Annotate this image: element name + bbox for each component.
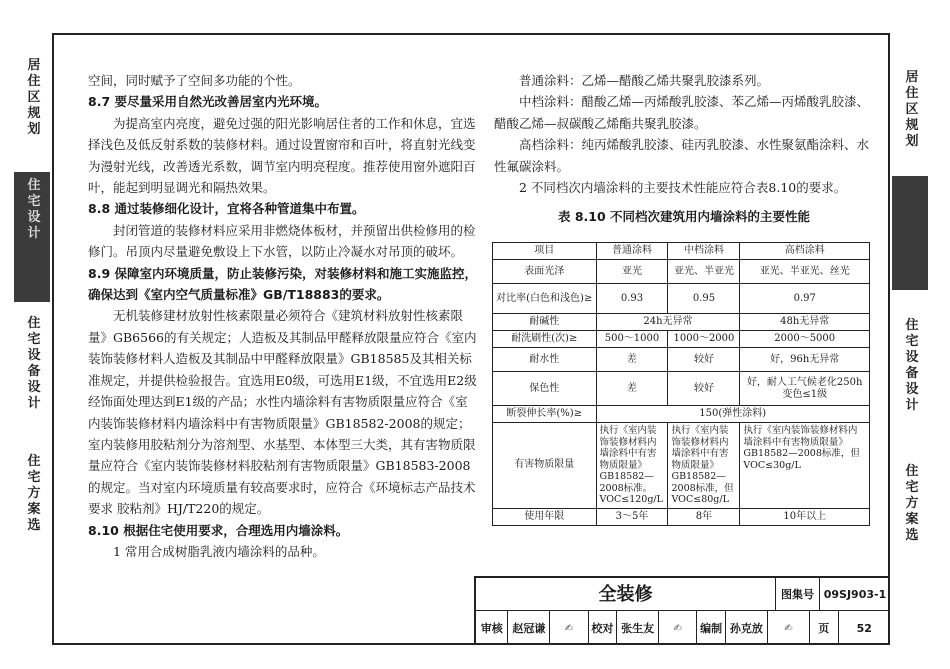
cell: 0.93 — [596, 284, 668, 314]
paragraph-high-coating: 高档涂料：纯丙烯酸乳胶漆、硅丙乳胶漆、水性聚氨酯涂料、水性氟碳涂料。 — [494, 137, 870, 174]
atlas-number: 09SJ903-1 — [820, 578, 890, 611]
cell: 1000～2000 — [668, 331, 740, 348]
table-row — [493, 260, 870, 284]
section-heading-8-9: 8.9 保障室内环境质量，防止装修污染，对装修材料和施工实施监控，确保达到《室内空气质量标准》GB/T18883的要求。 — [88, 265, 477, 303]
row-label: 断裂伸长率(%)≥ — [493, 406, 597, 423]
paragraph: 封闭管道的装修材料应采用非燃烧体板材，并预留出供检修用的检修门。吊顶内尽量避免敷设上下水管，以防止冷凝水对吊顶的破坏。 — [88, 222, 476, 260]
table-row — [493, 314, 870, 331]
side-tab-equipment-design: 住宅设备设计 — [27, 316, 41, 411]
cell: 3～5年 — [596, 508, 668, 525]
atlas-number-label: 图集号 — [776, 578, 820, 611]
header-cell: 普通涂料 — [596, 243, 668, 260]
side-tab-residential-design: 住宅设计 — [27, 178, 41, 241]
designer-signature: ✍ — [768, 611, 810, 645]
review-label: 审核 — [476, 611, 508, 645]
paragraph: 无机装修建材放射性核素限量必须符合《建筑材料放射性核素限量》GB6566的有关规定；人造板及其制品甲醛释放限量应符合《室内装饰装修材料人造板及其制品中甲醛释放限量》GB18585及其相关标准规定，并提供检验报告。宜选用E0级，可选用E1级，不宜选用E2级经饰面处理达到E1级的产品；水性内墙涂料有害物质限量应符合《室内装饰装修材料内墙涂料中有害物质限量》GB18582-2008的规定；室内装修用胶粘剂分为溶剂型、水基型、本体型三大类，其有害物质限量应符合《室内装饰装修材料胶粘剂有害物质限量》GB18583-2008的规定。当对室内环境质量有较高要求时，应符合《环境标志产品技术要求 胶粘剂》HJ/T220的规定。 — [88, 308, 477, 517]
paragraph-requirement: 2 不同档次内墙涂料的主要技术性能应符合表8.10的要求。 — [519, 180, 847, 196]
header-cell: 中档涂料 — [668, 243, 740, 260]
checker-signature: ✍ — [659, 611, 697, 645]
paragraph-ordinary-coating: 普通涂料：乙烯—醋酸乙烯共聚乳胶漆系列。 — [519, 73, 770, 88]
side-tab-right-planning: 居住区规划 — [905, 70, 919, 149]
cell: 24h无异常 — [596, 314, 740, 331]
right-column-text — [494, 70, 874, 228]
cell: 2000～5000 — [740, 331, 870, 348]
table-row — [493, 423, 870, 509]
cell: 8年 — [668, 508, 740, 525]
left-column-text — [88, 70, 478, 562]
cell: 亚光、半亚光、丝光 — [740, 260, 870, 284]
header-cell: 高档涂料 — [740, 243, 870, 260]
cell: 执行《室内装饰装修材料内墙涂料中有害物质限量》GB18582—2008标准，但VOC≤30g/L — [740, 423, 870, 509]
cell: 150(弹性涂料) — [596, 406, 870, 423]
row-label: 对比率(白色和浅色)≥ — [493, 284, 597, 314]
row-label: 有害物质限量 — [493, 423, 597, 509]
table-row — [493, 348, 870, 372]
reviewer-name: 赵冠谦 — [508, 611, 550, 645]
paragraph: 1 常用合成树脂乳液内墙涂料的品种。 — [113, 543, 325, 559]
row-label: 使用年限 — [493, 508, 597, 525]
row-label: 耐碱性 — [493, 314, 597, 331]
row-label: 耐洗刷性(次)≥ — [493, 331, 597, 348]
side-tab-scheme-selection: 住宅方案选 — [27, 454, 41, 533]
performance-table — [492, 242, 870, 526]
cell: 差 — [596, 348, 668, 372]
signature-row — [476, 611, 890, 645]
designer-name: 孙克放 — [726, 611, 768, 645]
cell: 执行《室内装饰装修材料内墙涂料中有害物质限量》GB18582—2008标准。VOC≤120g/L — [596, 423, 668, 509]
cell: 较好 — [668, 372, 740, 406]
cell: 较好 — [668, 348, 740, 372]
side-tab-right-scheme: 住宅方案选 — [905, 464, 919, 543]
table-row — [493, 284, 870, 314]
row-label: 表面光泽 — [493, 260, 597, 284]
table-row — [493, 372, 870, 406]
row-label: 耐水性 — [493, 348, 597, 372]
cell: 10年以上 — [740, 508, 870, 525]
checker-name: 张生友 — [617, 611, 659, 645]
paragraph: 为提高室内亮度，避免过强的阳光影响居住者的工作和休息，宜选择浅色及低反射系数的装修材料。通过设置窗帘和百叶，将直射光线变为漫射光线，改善透光系数，调节室内明亮程度。推荐使用窗外遮阳百叶，能起到明显调光和隔热效果。 — [88, 115, 476, 196]
section-heading-8-10: 8.10 根据住宅使用要求，合理选用内墙涂料。 — [88, 522, 349, 538]
design-label: 编制 — [697, 611, 726, 645]
table-row — [493, 331, 870, 348]
side-tab-residential-planning: 居住区规划 — [27, 58, 41, 137]
title-block — [474, 576, 890, 645]
cell: 好，96h无异常 — [740, 348, 870, 372]
row-label: 保色性 — [493, 372, 597, 406]
cell: 0.95 — [668, 284, 740, 314]
table-header-row — [493, 243, 870, 260]
page-label: 页 — [810, 611, 839, 645]
reviewer-signature: ✍ — [550, 611, 588, 645]
drawing-title: 全装修 — [476, 578, 776, 611]
cell: 差 — [596, 372, 668, 406]
cell: 48h无异常 — [740, 314, 870, 331]
cell: 亚光、半亚光 — [668, 260, 740, 284]
check-label: 校对 — [589, 611, 618, 645]
side-tab-right-equipment: 住宅设备设计 — [905, 318, 919, 413]
cell: 亚光 — [596, 260, 668, 284]
paragraph-mid-coating: 中档涂料：醋酸乙烯—丙烯酸乳胶漆、苯乙烯—丙烯酸乳胶漆、醋酸乙烯—叔碳酸乙烯酯共聚乳胶漆。 — [494, 94, 870, 131]
side-tab-dark-right — [892, 176, 928, 290]
cell: 执行《室内装饰装修材料内墙涂料中有害物质限量》GB18582—2008标准，但VOC≤80g/L — [668, 423, 740, 509]
header-cell: 项目 — [493, 243, 597, 260]
section-heading-8-7: 8.7 要尽量采用自然光改善居室内光环境。 — [88, 94, 327, 110]
cell: 500～1000 — [596, 331, 668, 348]
table-row — [493, 508, 870, 525]
cell: 好，耐人工气候老化250h变色≤1级 — [740, 372, 870, 406]
table-row — [493, 406, 870, 423]
table-title: 表 8.10 不同档次建筑用内墙涂料的主要性能 — [557, 209, 811, 225]
cell: 0.97 — [740, 284, 870, 314]
page-number: 52 — [856, 621, 872, 635]
section-heading-8-8: 8.8 通过装修细化设计，宜将各种管道集中布置。 — [88, 201, 365, 217]
paragraph: 空间，同时赋予了空间多功能的个性。 — [88, 73, 301, 88]
